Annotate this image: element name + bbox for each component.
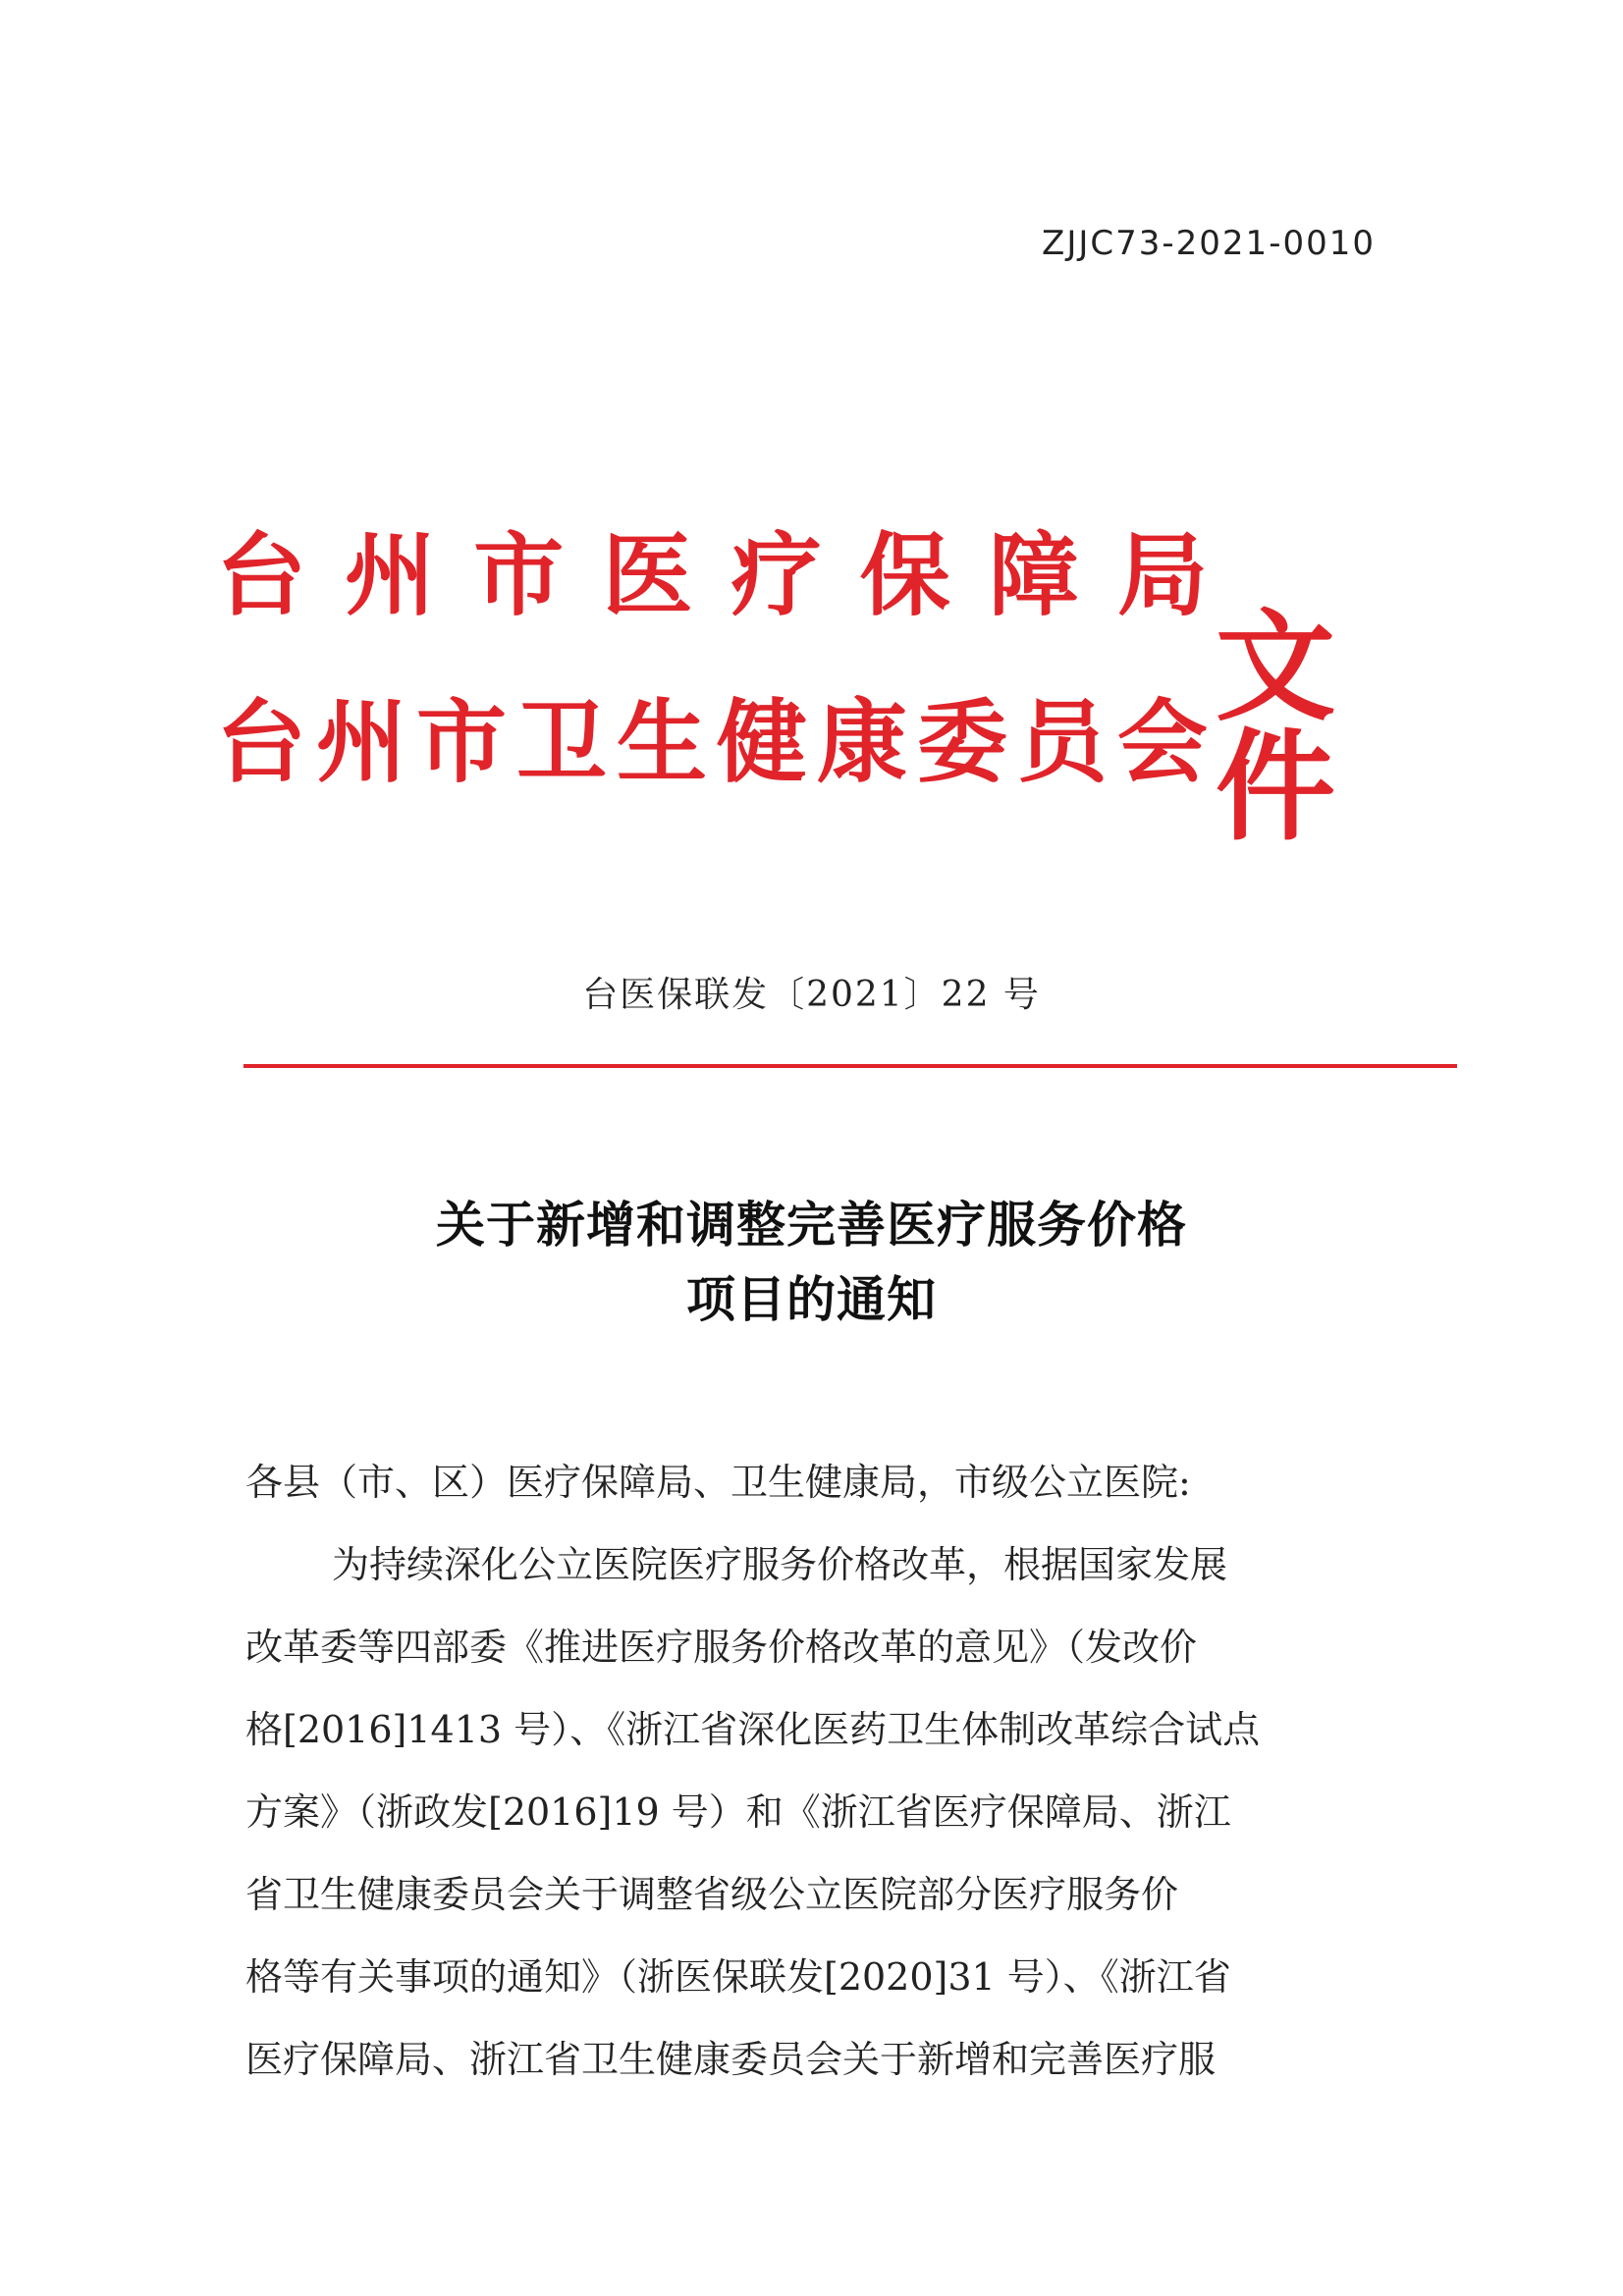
org2-char: 员 (1016, 689, 1108, 795)
body-line: 格等有关事项的通知》（浙医保联发[2020]31 号）、《浙江省 (245, 1955, 1231, 1999)
red-divider (243, 1064, 1457, 1068)
org2-char: 健 (716, 689, 807, 795)
document-number: 台医保联发〔2021〕22 号 (582, 975, 1041, 1015)
body-line: 省卫生健康委员会关于调整省级公立医院部分医疗服务价 (245, 1873, 1179, 1916)
org1-char: 局 (1116, 522, 1208, 628)
org2-char: 康 (816, 689, 907, 795)
recipient-line: 各县（市、区）医疗保障局、卫生健康局，市级公立医院: (245, 1461, 1191, 1504)
title-line-2: 项目的通知 (686, 1270, 937, 1328)
org2-char: 市 (415, 689, 507, 795)
org2-char: 州 (315, 689, 406, 795)
document-suffix: 文件 (1216, 596, 1331, 857)
body-line: 改革委等四部委《推进医疗服务价格改革的意见》（发改价 (245, 1626, 1198, 1669)
org2-char: 委 (916, 689, 1007, 795)
org2-char: 会 (1116, 689, 1208, 795)
org2-char: 台 (216, 689, 307, 795)
org1-char: 疗 (730, 522, 822, 628)
red-letterhead (216, 510, 1424, 857)
org1-char: 医 (602, 522, 693, 628)
body-line: 医疗保障局、浙江省卫生健康委员会关于新增和完善医疗服 (245, 2038, 1217, 2081)
org2-char: 生 (616, 689, 707, 795)
org2-char: 卫 (515, 689, 607, 795)
org1-char: 州 (345, 522, 436, 628)
org1-char: 保 (859, 522, 950, 628)
issuing-org-health-commission (216, 689, 1208, 795)
issuing-org-medical-security-bureau (216, 522, 1208, 628)
body-line: 格[2016]1413 号）、《浙江省深化医药卫生体制改革综合试点 (245, 1708, 1261, 1751)
body-line: 方案》（浙政发[2016]19 号）和《浙江省医疗保障局、浙江 (245, 1790, 1231, 1834)
notice-body (245, 1441, 1380, 2101)
notice-title (0, 1188, 1623, 1337)
body-line: 为持续深化公立医院医疗服务价格改革，根据国家发展 (332, 1543, 1228, 1586)
org1-char: 市 (473, 522, 565, 628)
org1-char: 台 (216, 522, 307, 628)
org1-char: 障 (988, 522, 1079, 628)
document-code: ZJJC73-2021-0010 (1042, 224, 1376, 263)
title-line-1: 关于新增和调整完善医疗服务价格 (436, 1196, 1187, 1254)
